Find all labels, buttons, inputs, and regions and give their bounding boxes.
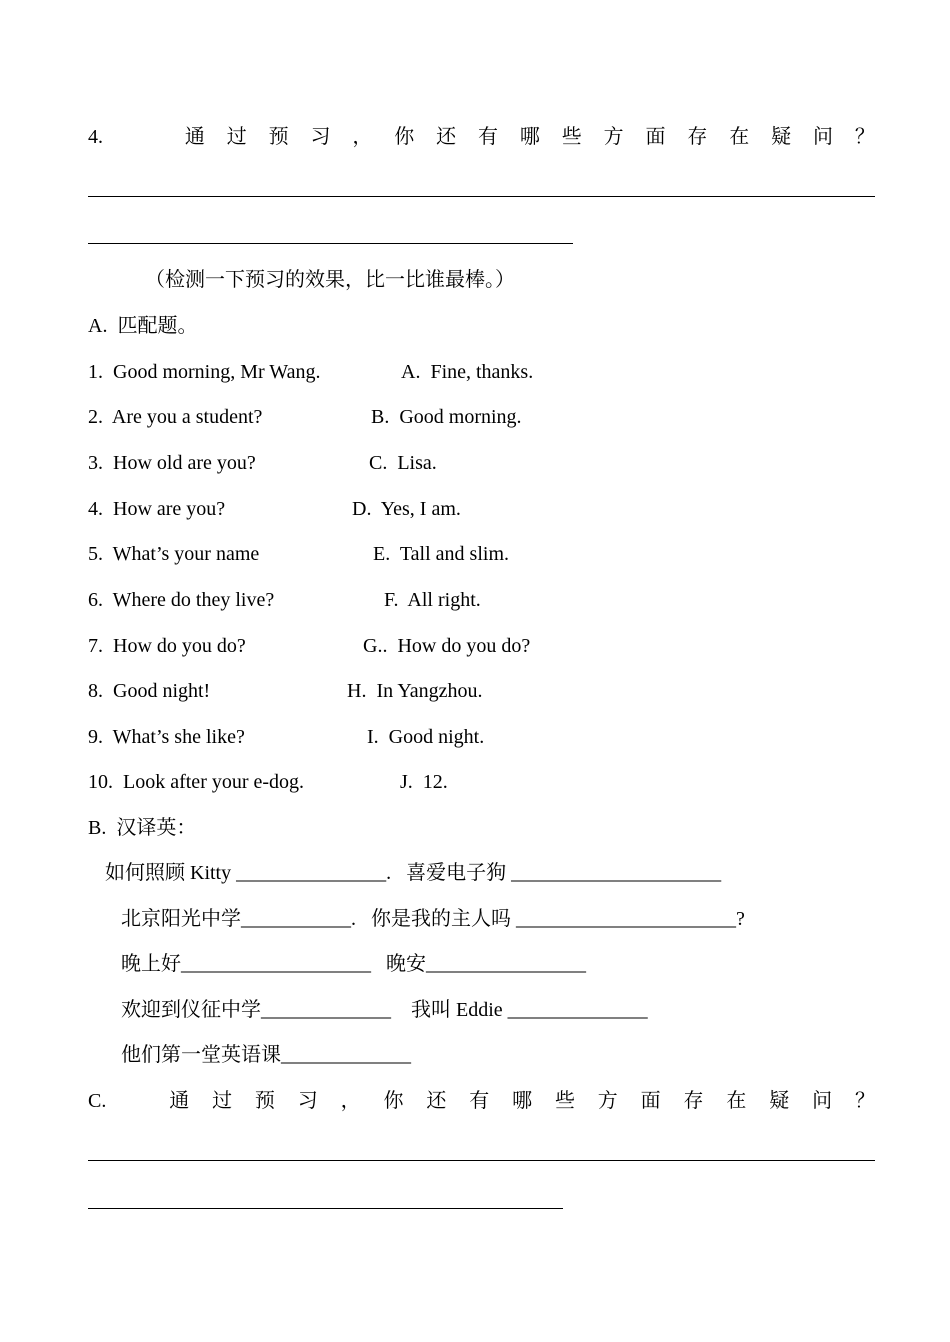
prompt-char: 哪 <box>519 126 540 148</box>
prompt-char: 问 <box>813 126 833 148</box>
prompt-char: 有 <box>478 126 498 148</box>
prompt-char: 你 <box>394 126 415 148</box>
prompt-char: 问 <box>812 1090 833 1112</box>
match-question: 7. How do you do? <box>88 635 246 657</box>
match-answer: G.. How do you do? <box>363 635 531 657</box>
answer-line[interactable] <box>88 243 573 244</box>
question-4-prompt <box>88 125 875 149</box>
prompt-char: 疑 <box>769 1090 790 1112</box>
match-answer: A. Fine, thanks. <box>401 361 534 383</box>
translation-line[interactable]: 北京阳光中学___________. 你是我的主人吗 ______________________? <box>121 908 745 930</box>
match-question: 10. Look after your e-dog. <box>88 771 305 793</box>
match-question: 2. Are you a student? <box>88 406 263 428</box>
prompt-char: 通 <box>169 1090 190 1112</box>
match-answer: B. Good morning. <box>371 406 522 428</box>
match-question: 8. Good night! <box>88 680 211 702</box>
prompt-char: 你 <box>383 1090 404 1112</box>
answer-line[interactable] <box>88 1208 563 1209</box>
prompt-char: 面 <box>645 126 666 148</box>
translation-line[interactable]: 欢迎到仪征中学_____________ 我叫 Eddie ______________ <box>121 999 648 1021</box>
match-question: 1. Good morning, Mr Wang. <box>88 361 321 383</box>
prompt-char: 疑 <box>771 126 792 148</box>
prompt-char: 存 <box>683 1090 704 1112</box>
answer-line[interactable] <box>88 196 875 197</box>
prompt-char: 预 <box>254 1090 275 1112</box>
prompt-char: 方 <box>603 126 624 148</box>
prompt-char: 习 <box>297 1090 318 1112</box>
match-question: 6. Where do they live? <box>88 589 275 611</box>
prompt-char: 还 <box>426 1090 447 1112</box>
translation-line[interactable]: 如何照顾 Kitty _______________. 喜爱电子狗 _____________________ <box>105 862 722 884</box>
prompt-char: ？ <box>854 1090 875 1112</box>
prompt-char: 方 <box>597 1090 618 1112</box>
prompt-char: 预 <box>268 126 289 148</box>
match-answer: C. Lisa. <box>369 452 437 474</box>
instruction-text: （检测一下预习的效果，比一比谁最棒。） <box>145 269 515 291</box>
match-answer: H. In Yangzhou. <box>347 680 483 702</box>
translation-line[interactable]: 晚上好___________________ 晚安________________ <box>121 953 586 975</box>
prompt-char: 面 <box>640 1090 661 1112</box>
prompt-char: 还 <box>436 126 457 148</box>
prompt-char: 在 <box>726 1090 747 1112</box>
match-answer: I. Good night. <box>367 726 485 748</box>
match-answer: D. Yes, I am. <box>352 498 461 520</box>
prompt-char: 过 <box>226 126 247 148</box>
prompt-char: ， <box>352 126 373 148</box>
prompt-char: 哪 <box>512 1090 533 1112</box>
section-a-heading: A. 匹配题。 <box>88 315 198 337</box>
prompt-char: ？ <box>854 126 875 148</box>
prompt-char: 些 <box>561 126 582 148</box>
prompt-char: ， <box>340 1090 361 1112</box>
match-question: 5. What’s your name <box>88 543 260 565</box>
match-question: 3. How old are you? <box>88 452 256 474</box>
section-b-heading: B. 汉译英： <box>88 817 197 839</box>
match-answer: E. Tall and slim. <box>373 543 509 565</box>
section-c-label: C. <box>88 1090 107 1112</box>
section-c-prompt <box>88 1089 875 1113</box>
match-answer: F. All right. <box>384 589 481 611</box>
prompt-char: 些 <box>554 1090 575 1112</box>
match-answer: J. 12. <box>400 771 448 793</box>
prompt-char: 在 <box>729 126 750 148</box>
match-question: 4. How are you? <box>88 498 226 520</box>
prompt-char: 过 <box>212 1090 233 1112</box>
prompt-char: 通 <box>184 126 205 148</box>
prompt-char: 习 <box>310 126 331 148</box>
translation-line[interactable]: 他们第一堂英语课_____________ <box>121 1044 411 1066</box>
prompt-char: 有 <box>469 1090 490 1112</box>
match-question: 9. What’s she like? <box>88 726 245 748</box>
answer-line[interactable] <box>88 1160 875 1161</box>
prompt-char: 存 <box>687 126 708 148</box>
question-4-number: 4. <box>88 126 103 148</box>
